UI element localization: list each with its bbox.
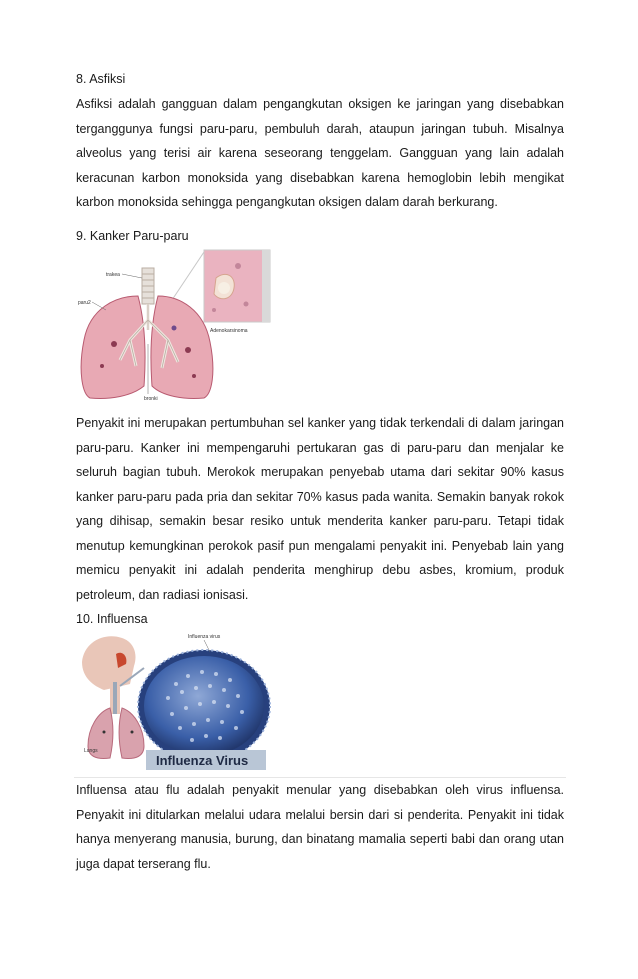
heading-kanker-paru: 9. Kanker Paru-paru xyxy=(76,229,189,243)
label-trakea: trakea xyxy=(106,272,120,278)
heading-influensa: 10. Influensa xyxy=(76,612,148,626)
paragraph-kanker-paru: Penyakit ini merupakan pertumbuhan sel kanker yang tidak terkendali di dalam jaringan paru-paru. Kanker ini mempengaruhi pertukaran gas di paru-paru dan menjalar ke seluruh bagian tubuh. Merokok merupakan penyebab utama dari sekitar 90% kasus kanker paru-paru pada pria dan sekitar 70% kasus pada wanita. Semakin banyak rokok yang dihisap, semakin besar resiko untuk menderita kanker paru-paru. Tetapi tidak menutup kemungkinan perokok pasif pun mengalami penyakit ini. Penyebab lain yang memicu penyakit ini adalah penderita menghirup debu asbes, kromium, produk petroleum, dan radiasi ionisasi. xyxy=(76,416,564,602)
lung-cancer-illustration xyxy=(76,248,276,402)
heading-asfiksi: 8. Asfiksi xyxy=(76,72,126,86)
label-paru2: paru2 xyxy=(78,300,91,306)
caption-influenza-virus: Influenza Virus xyxy=(156,753,249,768)
label-adenokarsinoma: Adenokarsinoma xyxy=(210,328,248,334)
paragraph-influensa: Influensa atau flu adalah penyakit menular yang disebabkan oleh virus influensa. Penyakit ini ditularkan melalui udara melalui bersin dari si penderita. Penyakit ini tidak hanya menyerang manusia, burung, dan binatang mamalia seperti babi dan orang utan juga dapat terserang flu. xyxy=(76,783,564,871)
label-influenza-virus: Influenza virus xyxy=(188,634,221,640)
label-lungs: Lungs xyxy=(84,748,98,754)
virus-icon xyxy=(138,650,270,762)
label-bronki: bronki xyxy=(144,396,158,402)
influenza-illustration xyxy=(76,628,276,772)
paragraph-asfiksi: Asfiksi adalah gangguan dalam pengangkutan oksigen ke jaringan yang disebabkan terganggunya fungsi paru-paru, pembuluh darah, ataupun jaringan tubuh. Misalnya alveolus yang terisi air karena seseorang tenggelam. Gangguan yang lain adalah keracunan karbon monoksida yang disebabkan karena hemoglobin lebih mengikat karbon monoksida sehingga pengangkutan oksigen dalam darah berkurang. xyxy=(76,97,564,209)
